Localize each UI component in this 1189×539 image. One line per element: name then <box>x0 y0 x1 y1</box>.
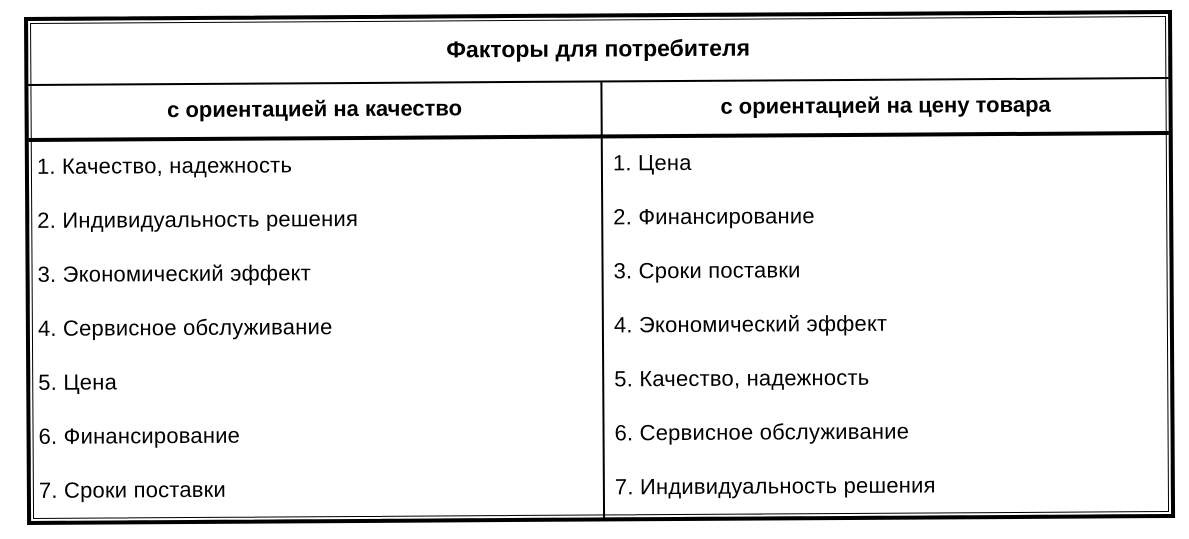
price-factors-list <box>603 135 1171 517</box>
list-item: 6. Сервисное обслуживание <box>614 418 910 446</box>
list-item: 4. Экономический эффект <box>613 310 888 338</box>
quality-column-header: с ориентацией на качество <box>28 80 602 138</box>
factors-table <box>24 10 1175 525</box>
list-item: 3. Сроки поставки <box>613 257 801 284</box>
list-item: 4. Сервисное обслуживание <box>37 314 333 341</box>
list-item: 3. Экономический эффект <box>37 260 312 287</box>
quality-factors-list <box>29 138 605 520</box>
list-item: 5. Цена <box>38 369 118 395</box>
price-column-header: с ориентацией на цену товара <box>720 91 1051 119</box>
table-title: Факторы для потребителя <box>28 14 1168 86</box>
list-item: 1. Качество, надежность <box>36 152 293 179</box>
list-item: 7. Индивидуальность решения <box>614 472 936 500</box>
table-body <box>29 135 1171 521</box>
list-item: 6. Финансирование <box>38 422 241 449</box>
list-item: 5. Качество, надежность <box>614 364 870 392</box>
list-item: 7. Сроки поставки <box>38 476 227 503</box>
list-item: 2. Индивидуальность решения <box>37 205 359 233</box>
list-item: 2. Финансирование <box>613 203 815 230</box>
column-headers <box>28 77 1168 142</box>
list-item: 1. Цена <box>612 149 692 176</box>
